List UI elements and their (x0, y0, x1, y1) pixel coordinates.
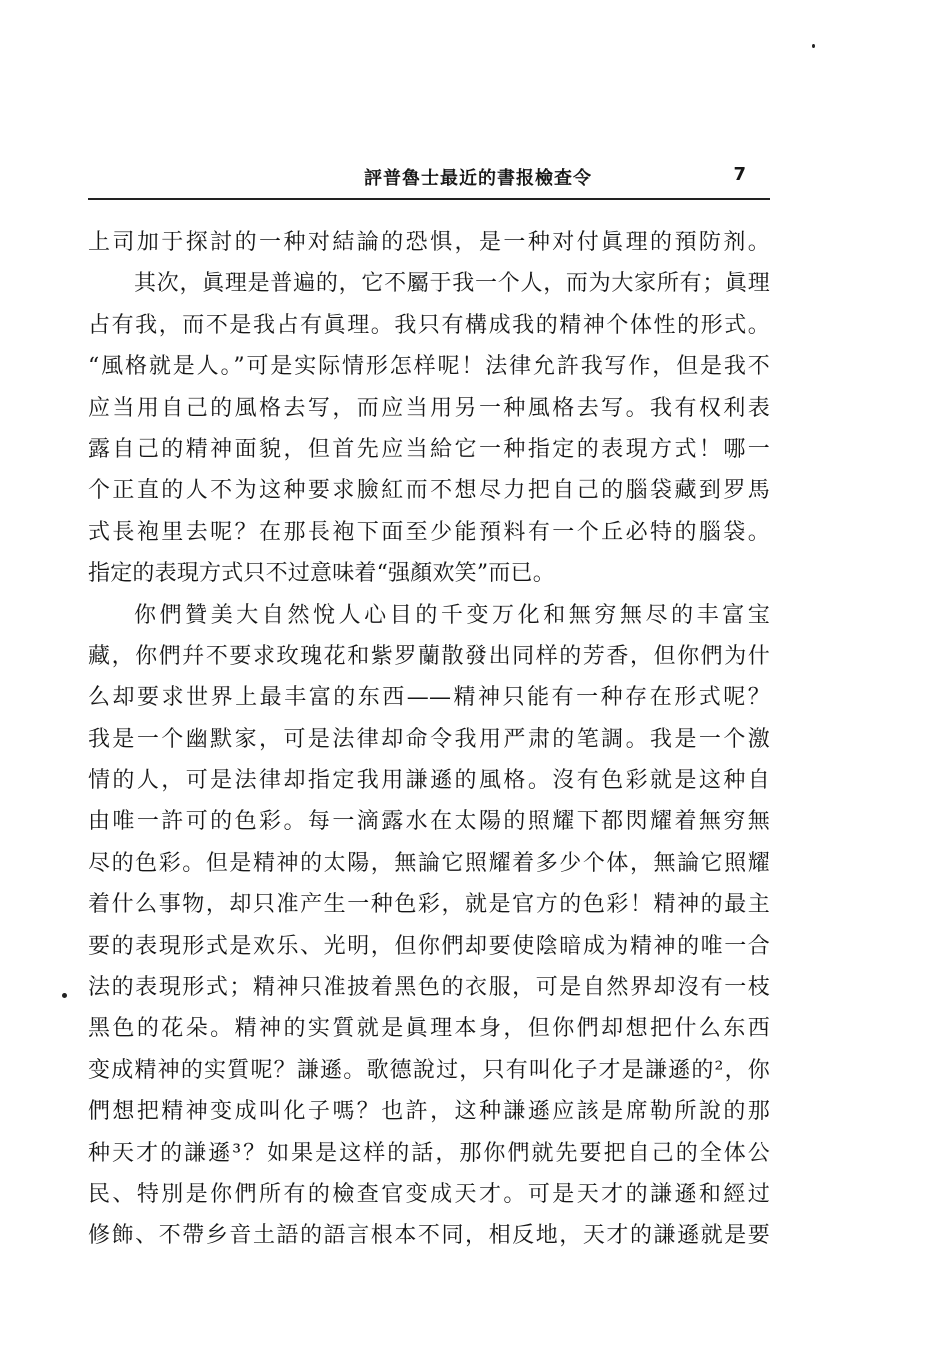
text-line: 占有我，而不是我占有眞理。我只有構成我的精神个体性的形式。 (88, 312, 770, 338)
running-title: 評普魯士最近的書报檢查令 (364, 168, 592, 189)
text-line: 要的表現形式是欢乐、光明，但你們却要使陰暗成为精神的唯一合 (88, 933, 770, 959)
text-line: 变成精神的实質呢？謙遜。歌德說过，只有叫化子才是謙遜的²，你 (88, 1057, 770, 1083)
text-line: 修飾、不帶乡音土語的語言根本不同，相反地，天才的謙遜就是要 (88, 1223, 770, 1249)
text-line: 法的表現形式；精神只准披着黑色的衣服，可是自然界却沒有一枝 (88, 975, 770, 1001)
text-line: 露自己的精神面貌，但首先应当給它一种指定的表現方式！哪一 (88, 436, 770, 462)
paragraph-start-line: 你們贊美大自然悅人心目的千变万化和無穷無尽的丰富宝 (134, 602, 770, 628)
text-line: 应当用自己的風格去写，而应当用另一种風格去写。我有权利表 (88, 395, 770, 421)
paragraph-start-line: 其次，眞理是普遍的，它不屬于我一个人，而为大家所有；眞理 (134, 271, 770, 297)
text-line: 么却要求世界上最丰富的东西——精神只能有一种存在形式呢？ (88, 685, 770, 711)
text-line: 个正直的人不为这种要求臉紅而不想尽力把自己的腦袋藏到罗馬 (88, 478, 770, 504)
text-line: 藏，你們幷不要求玫瑰花和紫罗蘭散發出同样的芳香，但你們为什 (88, 643, 770, 669)
scan-speck (812, 44, 815, 48)
page-number: 7 (733, 164, 746, 185)
text-line: 式長袍里去呢？在那長袍下面至少能預料有一个丘必特的腦袋。 (88, 519, 770, 545)
text-line: 我是一个幽默家，可是法律却命令我用严肃的笔調。我是一个激 (88, 726, 770, 752)
paragraph-end-line: 指定的表現方式只不过意味着“强顏欢笑”而已。 (88, 561, 555, 587)
page-header (88, 160, 768, 196)
header-rule (88, 198, 770, 200)
text-line: 由唯一許可的色彩。每一滴露水在太陽的照耀下都閃耀着無穷無 (88, 809, 770, 835)
text-line: 們想把精神变成叫化子嗎？也許，这种謙遜应該是席勒所說的那 (88, 1099, 770, 1125)
text-line: 上司加于探討的一种对結論的恐惧，是一种对付眞理的預防剂。 (88, 230, 770, 255)
text-line: 尽的色彩。但是精神的太陽，無論它照耀着多少个体，無論它照耀 (88, 850, 770, 876)
text-line: 民、特別是你們所有的檢查官变成天才。可是天才的謙遜和經过 (88, 1181, 770, 1207)
text-line: 黑色的花朵。精神的实質就是眞理本身，但你們却想把什么东西 (88, 1016, 770, 1042)
text-line: “風格就是人。”可是实际情形怎样呢！法律允許我写作，但是我不 (88, 354, 770, 380)
body-text (88, 222, 770, 1257)
scan-speck (62, 993, 67, 998)
text-line: 种天才的謙遜³？如果是这样的話，那你們就先要把自己的全体公 (88, 1140, 770, 1166)
text-line: 着什么事物，却只准产生一种色彩，就是官方的色彩！精神的最主 (88, 892, 770, 918)
text-line: 情的人，可是法律却指定我用謙遜的風格。沒有色彩就是这种自 (88, 768, 770, 794)
